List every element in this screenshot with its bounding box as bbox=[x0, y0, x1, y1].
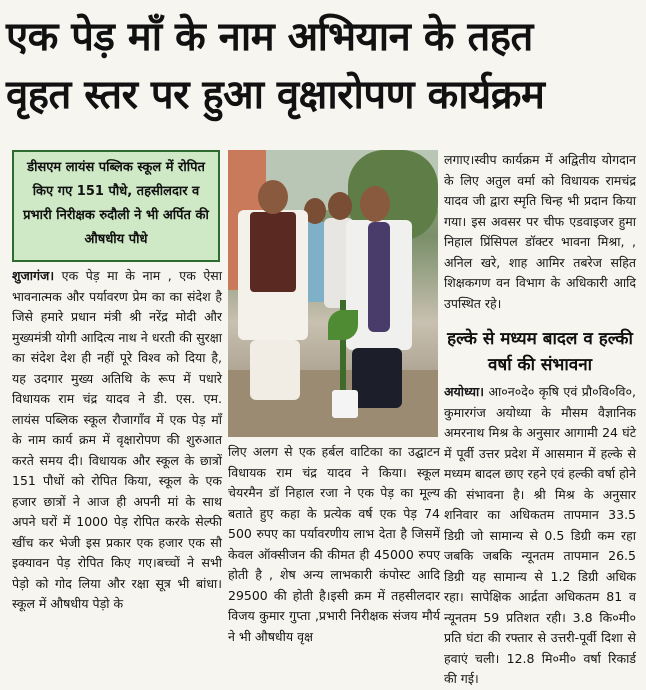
story1-column-3: लगाए।स्वीप कार्यक्रम में अद्वितीय योगदान के लिए अतुल वर्मा को विधायक रामचंद्र यादव जी द्वारा स्मृति चिन्ह भी प्रदान किया गया। इस अवसर पर चीफ एडवाइजर हुमा निहाल प्रिंसिपल डॉक्टर भावना मिश्रा, , अनिल खरे, शाह आमिर तबरेज सहित शिक्षकगण वन विभाग के अधिकारी आदि उपस्थित रहे। bbox=[444, 152, 636, 311]
subheadline-box: डीसएम लायंस पब्लिक स्कूल में रोपित किए गए 151 पौधे, तहसीलदार व प्रभारी निरीक्षक रुदौली ने भी अर्पित की औषधीय पौधे bbox=[12, 150, 220, 262]
story1-column-1 bbox=[12, 266, 222, 615]
story2-headline: हल्के से मध्यम बादल व हल्की वर्षा की संभावना bbox=[447, 329, 633, 375]
story2-body bbox=[444, 382, 636, 690]
headline-line-1: एक पेड़ माँ के नाम अभियान के तहत bbox=[6, 14, 533, 60]
story1-dateline: शुजागंज। bbox=[12, 268, 55, 283]
story1-column-2: लिए अलग से एक हर्बल वाटिका का उद्घाटन विधायक राम चंद्र यादव ने किया। स्कूल चेयरमैन डॉ निहाल रजा ने एक पेड़ का मूल्य बताते हुए कहा के प्रत्येक वर्ष एक पेड़ 74 500 रुपए का पर्यावरणीय लाभ देता है जिसमें केवल ऑक्सीजन की कीमत ही 45000 रुपए होती है , शेष अन्य लाभकारी कंपोस्ट आदि 29500 की होती है।इसी क्रम में तहसीलदार विजय कुमार गुप्ता ,प्रभारी निरीक्षक संजय मौर्य ने भी औषधीय वृक्ष bbox=[228, 444, 440, 644]
story1-column-1-text: एक पेड़ मा के नाम , एक ऐसा भावनात्मक और पर्यावरण प्रेम का का संदेश है जिसे हमारे प्रधान मंत्री श्री नरेंद्र मोदी और मुख्यमंत्री योगी आदित्य नाथ ने धरती की सुरक्षा का संदेश देश ही नहीं पूरे विश्व को दिया है, यह उदगार मुख्य अतिथि के रूप में पधारे विधायक राम चंद्र यादव ने डी. एस. एम. लायंस पब्लिक स्कूल रौजागाँव में एक पेड़ माँ के नाम कार्य क्रम में वृक्षारोपण की शुरुआत करते समय दी। विधायक और स्कूल के छात्रों 151 पौधों को रोपित किया, स्कूल के एक हजार छात्रों ने आज ही अपनी मां के साथ अपने घरों में 1000 पेड़ रोपित करके सेल्फी खींच कर भेजी इस प्रकार एक हजार एक सौ इक्यावन पेड़ रोपित किए गए।बच्चों ने सभी पेड़ो को गोद लिया और रक्षा सूत्र भी बांधा। स्कूल में औषधीय पेड़ो के bbox=[12, 268, 222, 611]
event-photo bbox=[228, 150, 438, 437]
story2-dateline: अयोध्या। bbox=[444, 384, 484, 399]
headline-line-2: वृहत स्तर पर हुआ वृक्षारोपण कार्यक्रम bbox=[6, 72, 545, 118]
story2-body-text: आ०न०दे० कृषि एवं प्रौ०वि०वि०, कुमारगंज अयोध्या के मौसम वैज्ञानिक अमरनाथ मिश्र के अनुसार आगामी 24 घंटे में पूर्वी उत्तर प्रदेश में आसमान में हल्के से मध्यम बादल छाए रहने एवं हल्की वर्षा होने की संभावना है। श्री मिश्र के अनुसार शनिवार का अधिकतम तापमान 33.5 डिग्री जो सामान्य से 0.5 डिग्री कम रहा जबकि जबकि न्यूनतम तापमान 26.5 डिग्री यह सामान्य से 1.2 डिग्री अधिक रहा। सापेक्षिक आर्द्रता अधिकतम 81 व न्यूनतम 59 प्रतिशत रही। 3.8 कि०मी० प्रति घंटा की रफ्तार से उत्तरी-पूर्वी दिशा से हवाएं चली। 12.8 मि०मी० वर्षा रिकार्ड की गई। bbox=[444, 384, 636, 686]
headline bbox=[6, 8, 640, 124]
